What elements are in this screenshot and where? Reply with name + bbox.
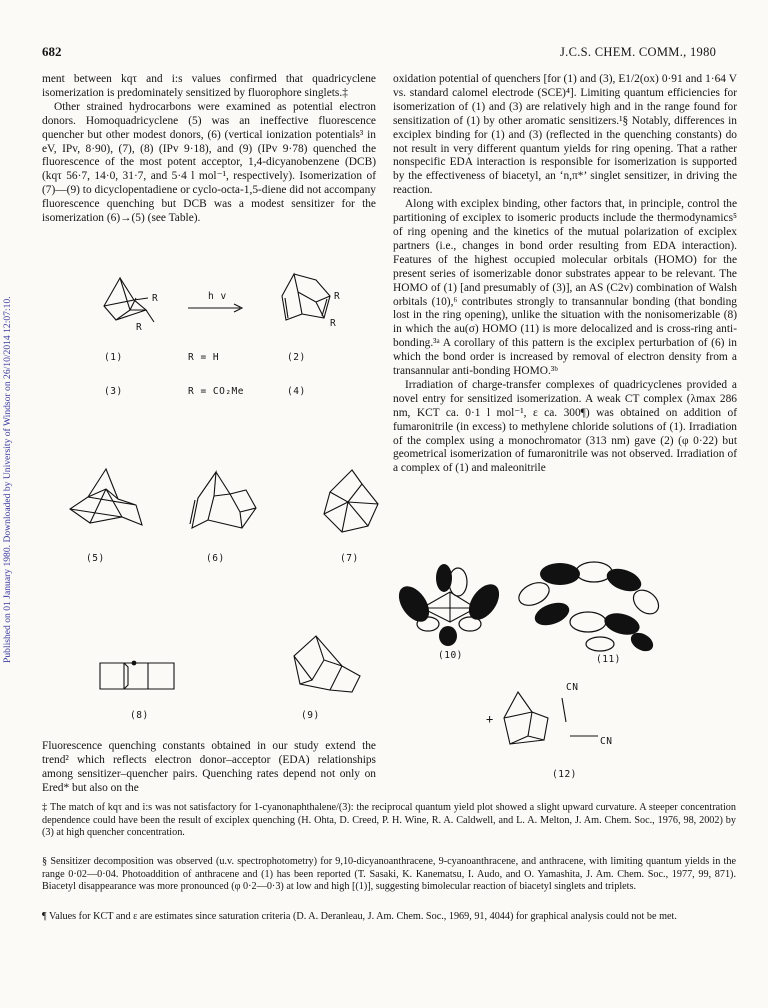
structure-12 bbox=[496, 688, 616, 758]
compound-label-6: (6) bbox=[206, 553, 225, 564]
right-paragraph-1: oxidation potential of quenchers [for (1) and (3), E1/2(ox) 0·91 and 1·64 V vs. standard calomel electrode (SCE)⁴]. Limiting quantum efficiencies for isomerization of (1) and (3) are relatively high and in the range found for sensitization of (1) by other aromatic sensitizers.¹§ Notably, differences in exciplex binding for (1) and (3) (reflected in the quenching constants) do not result in very different quantum yields for ring opening. That a rather nonspecific EDA interaction is responsible for isomerization is supported by the effectiveness of biacetyl, an ‘n,π*’ singlet sensitizer, in driving the reaction. bbox=[393, 73, 737, 197]
left-column-bottom bbox=[42, 740, 376, 796]
right-paragraph-2: Along with exciplex binding, other factors that, in principle, control the partitioning of exciplex to isomeric products include the thermodynamics⁵ of ring opening and the kinetics of the mutual polarization of exciplex partners (i.e., changes in bond order resulting from EDA interaction). Features of the highest occupied molecular orbitals (HOMO) for the present series of isomerizable donor substrates appear to be relevant. The HOMO of (1) [and presumably of (3)], an AS (C2v) combination of Walsh orbitals (10),⁶ contributes strongly to transannular bonding (that bonding lost in the ring opening), unlike the situation with the nonisomerizable (8) in which the au(σ) HOMO (11) is more delocalized and is cross-ring anti-bonding.³ᵃ A corollary of this pattern is the exciplex perturbation of (6) in which the bond order is increased by removal of electron density from a transannular anti-bonding HOMO.³ᵇ bbox=[393, 198, 737, 378]
compound-label-9: (9) bbox=[301, 710, 320, 721]
left-column-top bbox=[42, 73, 376, 226]
right-paragraph-3: Irradiation of charge-transfer complexes of quadricyclenes provided a novel entry for sensitized isomerization. A weak CT complex (λmax 286 nm, KCT ca. 0·1 l mol⁻¹, ε ca. 300¶) was obtained on addition of fumaronitrile (in excess) to methylene chloride solutions of (1). Irradiation of the complex using a monochromator (313 nm) gave (2) (φ 0·22) but geometrical isomerization of fumaronitrile was not observed. Irradiation of a complex of (1) and maleonitrile bbox=[393, 378, 737, 475]
compound-label-3: (3) bbox=[104, 386, 123, 397]
provenance-watermark: Published on 01 January 1980. Downloaded by University of Windsor on 26/10/2014 12:07:10. bbox=[2, 296, 13, 664]
compound-label-8: (8) bbox=[130, 710, 149, 721]
right-column bbox=[393, 73, 737, 476]
left-paragraph-1: ment between kqτ and i:s values confirmed that quadricyclene isomerization is predominately sensitized by fluorophore singlets.‡ bbox=[42, 73, 376, 99]
compound-label-5: (5) bbox=[86, 553, 105, 564]
footnote-3-text: ¶ Values for KCT and ε are estimates since saturation criteria (D. A. Deranleau, J. Am. Chem. Soc., 1969, 91, 4044) for graphical analysis could not be met. bbox=[42, 911, 677, 922]
structure-homoquadricyclene bbox=[66, 465, 158, 545]
compound-label-10: (10) bbox=[438, 650, 463, 661]
structure-norbornadiene bbox=[272, 268, 352, 338]
footnote-1-text: ‡ The match of kqτ and i:s was not satisfactory for 1-cyanonaphthalene/(3): the reciprocal quantum yield plot showed a slight upward curvature. A steeper concentration dependence could have been the result of exciplex quenching (H. Ohta, D. Creed, P. H. Wine, R. A. Caldwell, and L. A. Melton, J. Am. Chem. Soc., 1976, 98, 2002) by (3) at high quencher concentration. bbox=[42, 802, 736, 839]
footnote-pilcrow bbox=[42, 911, 736, 924]
compound-label-12: (12) bbox=[552, 769, 577, 780]
structure-8-cubane-like bbox=[98, 655, 178, 695]
substituent-r-4: R bbox=[330, 318, 337, 329]
plus-sign: + bbox=[486, 712, 494, 726]
cyano-group-2: CN bbox=[600, 736, 613, 747]
structure-6 bbox=[186, 468, 266, 544]
compound-label-7: (7) bbox=[340, 553, 359, 564]
left-paragraph-3: Fluorescence quenching constants obtained in our study extend the trend² which reflects electron donor–acceptor (EDA) relationships among sensitizer–quencher pairs. Quenching rates depend not only on Ered* but also on the bbox=[42, 740, 376, 794]
compound-label-2: (2) bbox=[287, 352, 306, 363]
left-paragraph-2: Other strained hydrocarbons were examined as potential electron donors. Homoquadricyclene (5) was an ineffective fluorescence quencher but other modest donors, (6) (vertical ionization potentials³ in eV, IPv, 8·90), (7), (8) (IPv 9·18), and (9) (IPv 9·78) quenched the fluorescence of the most potent acceptor, 1,4-dicyanobenzene (DCB) (kqτ 56·7, 14·0, 31·7, and 5·4 l mol⁻¹, respectively). Isomerization of (7)—(9) to dicyclopentadiene or cyclo-octa-1,5-diene did not accompany fluorescence quenching but DCB was a modest sensitizer for the isomerization (6)→(5) (see Table). bbox=[42, 100, 376, 225]
journal-header: J.C.S. CHEM. COMM., 1980 bbox=[560, 45, 717, 59]
structure-quadricyclane bbox=[90, 270, 170, 340]
page-number: 682 bbox=[42, 44, 62, 59]
reaction-arrow bbox=[188, 303, 244, 313]
footnote-double-dagger bbox=[42, 802, 736, 840]
structure-7 bbox=[318, 466, 388, 546]
substituent-r-2: R bbox=[136, 322, 143, 333]
r-equals-co2me: R = CO₂Me bbox=[188, 386, 244, 397]
compound-label-11: (11) bbox=[596, 654, 621, 665]
footnote-2-text: § Sensitizer decomposition was observed (u.v. spectrophotometry) for 9,10-dicyanoanthracene, 9-cyanoanthracene, and anthracene, with limiting quantum yields in the range 0·02—0·04. Photoaddition of anthracene and (1) has been reported (T. Sasaki, K. Kanematsu, I. Audo, and O. Yamashita, J. Am. Chem. Soc., 1977, 99, 871). Biacetyl disappearance was more pronounced (φ 0·2—0·3) at low and high [(1)], suggesting bimolecular reaction of biacetyl singlets and triplets. bbox=[42, 856, 736, 893]
hv-label: h v bbox=[208, 291, 227, 302]
cyano-group-1: CN bbox=[566, 682, 579, 693]
compound-label-4: (4) bbox=[287, 386, 306, 397]
orbital-diagram-11 bbox=[514, 558, 664, 654]
compound-label-1: (1) bbox=[104, 352, 123, 363]
r-equals-h: R = H bbox=[188, 352, 220, 363]
structure-9 bbox=[286, 632, 366, 696]
substituent-r-1: R bbox=[152, 293, 159, 304]
substituent-r-3: R bbox=[334, 291, 341, 302]
orbital-diagram-10 bbox=[396, 562, 506, 648]
footnote-section bbox=[42, 856, 736, 894]
